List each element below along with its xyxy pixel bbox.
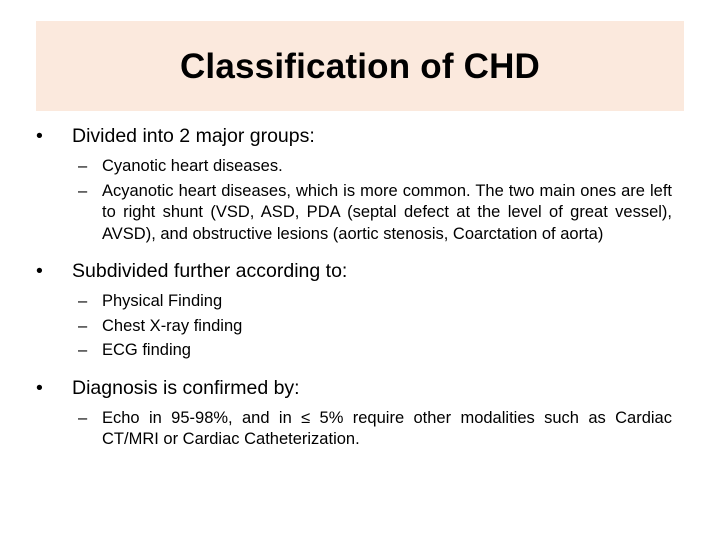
dash-icon: – [78, 181, 88, 200]
list-item-text: Cyanotic heart diseases. [102, 157, 283, 175]
list-item-text: Physical Finding [102, 292, 223, 310]
sublist-diagnosis [36, 408, 684, 451]
slide-title: Classification of CHD [179, 47, 541, 86]
title-band [36, 21, 684, 111]
section-heading: Divided into 2 major groups: [72, 125, 315, 147]
list-item-text: Chest X-ray finding [102, 316, 243, 335]
slide-content [36, 120, 684, 465]
dash-icon: – [78, 157, 88, 175]
section-heading: Subdivided further according to: [72, 260, 348, 282]
dash-icon: – [78, 408, 88, 427]
sublist-criteria [36, 291, 684, 362]
bullet-icon: • [36, 125, 43, 147]
list-item [36, 408, 684, 451]
dash-icon: – [78, 341, 88, 359]
list-item [36, 181, 684, 246]
list-item-text: ECG finding [102, 341, 191, 359]
section-heading: Diagnosis is confirmed by: [72, 376, 300, 399]
sublist-groups [36, 156, 684, 245]
bullet-icon: • [36, 260, 43, 282]
section-subdivided [36, 259, 684, 283]
dash-icon: – [78, 316, 88, 335]
list-item-text: Acyanotic heart diseases, which is more common. The two main ones are left to right shunt (VSD, ASD, PDA (septal defect at the level of great vessel), AVSD), and obstructive lesions (aortic stenosis, Coarctation of aorta) [102, 181, 672, 243]
section-divided-groups [36, 124, 684, 148]
list-item [36, 340, 684, 362]
section-diagnosis [36, 376, 684, 400]
list-item [36, 316, 684, 338]
bullet-icon: • [36, 376, 43, 399]
list-item [36, 156, 684, 178]
list-item-text: Echo in 95-98%, and in ≤ 5% require other modalities such as Cardiac CT/MRI or Cardiac Catheterization. [102, 408, 672, 448]
list-item [36, 291, 684, 313]
dash-icon: – [78, 292, 88, 310]
